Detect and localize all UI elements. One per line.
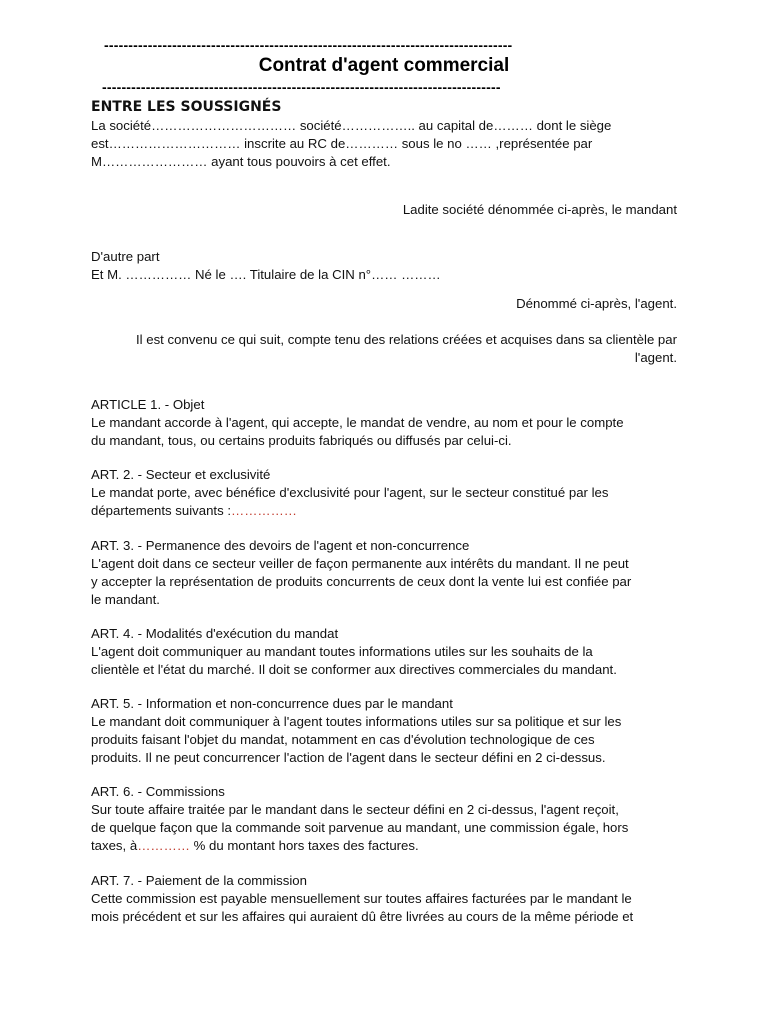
- article-6: [91, 783, 691, 855]
- article-line: le mandant.: [91, 592, 160, 607]
- article-line: Le mandant doit communiquer à l'agent toutes informations utiles sur sa politique et sur les: [91, 714, 622, 729]
- article-line: y accepter la représentation de produits concurrents de ceux dont la vente lui est confiée par: [91, 574, 632, 589]
- mandant-label: Ladite société dénommée ci-après, le mandant: [402, 202, 677, 217]
- article-line-text: départements suivants :: [91, 503, 232, 518]
- article-5: [91, 695, 691, 767]
- preamble-line: Il est convenu ce qui suit, compte tenu des relations créées et acquises dans sa clientèle par: [136, 332, 677, 347]
- article-line: Le mandat porte, avec bénéfice d'exclusivité pour l'agent, sur le secteur constitué par les: [91, 485, 609, 500]
- dash-separator-bottom: ----------------------------------------------------------------------------------: [102, 79, 501, 95]
- article-line: produits faisant l'objet du mandat, notamment en cas d'évolution technologique de ces: [91, 732, 595, 747]
- preamble-paragraph: [136, 331, 677, 367]
- agent-line: Et M. …………… Né le …. Titulaire de la CIN n°…… ………: [91, 267, 441, 282]
- company-paragraph: [91, 117, 691, 171]
- article-line-with-blank: [91, 837, 691, 855]
- fill-in-blank: ……………: [231, 503, 297, 518]
- article-3: [91, 537, 691, 609]
- article-7: [91, 872, 691, 926]
- other-part-label: D'autre part: [91, 249, 160, 264]
- article-title: ARTICLE 1. - Objet: [91, 397, 205, 412]
- dash-separator-top: ------------------------------------------------------------------------------------: [104, 37, 513, 53]
- article-title: ART. 6. - Commissions: [91, 784, 225, 799]
- agent-paragraph: [91, 248, 691, 284]
- company-line: est………………………… inscrite au RC de………… sous le no …… ,représentée par: [91, 136, 593, 151]
- article-line: Cette commission est payable mensuellement sur toutes affaires facturées par le mandant le: [91, 891, 632, 906]
- article-1: [91, 396, 691, 450]
- article-title: ART. 4. - Modalités d'exécution du mandat: [91, 626, 339, 641]
- article-line: du mandant, tous, ou certains produits fabriqués ou diffusés par celui-ci.: [91, 433, 512, 448]
- article-line: produits. Il ne peut concurrencer l'action de l'agent dans le secteur défini en 2 ci-dessus.: [91, 750, 606, 765]
- article-line-with-blank: [91, 502, 691, 520]
- agent-label: Dénommé ci-après, l'agent.: [516, 296, 677, 311]
- article-line: Sur toute affaire traitée par le mandant dans le secteur défini en 2 ci-dessus, l'agent reçoit,: [91, 802, 619, 817]
- article-line: Le mandant accorde à l'agent, qui accepte, le mandat de vendre, au nom et pour le compte: [91, 415, 624, 430]
- article-line: de quelque façon que la commande soit parvenue au mandant, une commission égale, hors: [91, 820, 629, 835]
- company-line: La société…………………………… société…………….. au capital de……… dont le siège: [91, 118, 612, 133]
- article-line: L'agent doit communiquer au mandant toutes informations utiles sur les souhaits de la: [91, 644, 593, 659]
- article-2: [91, 466, 691, 520]
- fill-in-blank: …………: [137, 838, 190, 853]
- section-heading-parties: ENTRE LES SOUSSIGNÉS: [91, 99, 282, 115]
- document-title: Contrat d'agent commercial: [258, 55, 510, 76]
- article-line-suffix: % du montant hors taxes des factures.: [189, 838, 419, 853]
- article-4: [91, 625, 691, 679]
- article-title: ART. 7. - Paiement de la commission: [91, 873, 307, 888]
- article-line-prefix: taxes, à: [91, 838, 138, 853]
- article-line: clientèle et l'état du marché. Il doit se conformer aux directives commerciales du mandant.: [91, 662, 617, 677]
- article-line: L'agent doit dans ce secteur veiller de façon permanente aux intérêts du mandant. Il ne peut: [91, 556, 629, 571]
- company-line: M…………………… ayant tous pouvoirs à cet effet.: [91, 154, 391, 169]
- article-title: ART. 2. - Secteur et exclusivité: [91, 467, 271, 482]
- article-line: mois précédent et sur les affaires qui auraient dû être livrées au cours de la même période et: [91, 909, 634, 924]
- article-title: ART. 3. - Permanence des devoirs de l'agent et non-concurrence: [91, 538, 470, 553]
- article-title: ART. 5. - Information et non-concurrence dues par le mandant: [91, 696, 453, 711]
- preamble-line: l'agent.: [634, 350, 677, 365]
